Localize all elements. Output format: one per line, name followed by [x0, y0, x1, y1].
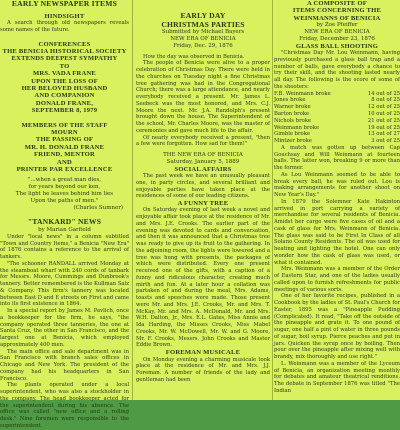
tankard-paragraph: Under "local news" in a column subtitled "Town and Country Items," a Benicia "New Era" of 1876 contains a reference to the arrival of tankers. [0, 233, 129, 261]
hindsight-title: HINDSIGHT [44, 12, 85, 20]
paper-date: Friday, December 23, 1876 [299, 35, 375, 42]
musicale-heading: FOREMAN MUSICALE [165, 349, 241, 357]
shooter-name: Warner broke [274, 104, 311, 111]
article-paragraph: In 1879 the Solemner Kate Hakinton arrived in port carrying a variety of merchandise for several residents of Benicia. Amidst her cargo were five cases of oil and a cask of glass for Mrs. Weinmann of Benicia. The glass was said to be First In Class of all Solano County Residents. The oil was used for heating and lighting the hotel. One can only wonder how the cask of glass was used, or what it contained. [274, 198, 400, 266]
score-row [274, 111, 400, 118]
poem [0, 177, 129, 211]
shooter-name: Mintzer broke [274, 138, 312, 145]
staff-line: FRIEND, MENTOR [34, 151, 95, 159]
poem-line: Upon the paths of men." [30, 197, 99, 204]
shooter-score: 13 out of 27 [367, 131, 400, 138]
shooter-score: 21 out of 25 [367, 117, 400, 124]
article-paragraph: Mrs. Weinmann was a member of the Order of Eastern Star, and one of the ladies usually called upon to furnish refreshments for public meetings of various sorts. [274, 266, 400, 293]
article-paragraph: As Lou Weinmann seemed to be able to break every ball, he was ruled out. Lou is making arrangements for another shoot on New Year's Day." [274, 171, 400, 199]
condolence-line: AND COMPANION [34, 92, 95, 100]
staff-line: MEMBERS OF THE STAFF [21, 121, 108, 129]
condolence-line: EXTENDS DEEPEST SYMPATHY [11, 55, 118, 63]
social-affairs-heading: SOCIAL AFFAIRS [174, 165, 232, 173]
article-paragraph: A match was gotten up between Cap Gouchsay and Will Weinmann at fourteen balls. The latter won, breaking 9 or more than the former. [274, 144, 400, 172]
tankard-paragraph: In a special report by James M. Pavlich, once a bookkeeper for the firm, he says, "the company operated three tanneries, the one at Santa Cruz, the other in San Francisco, and the largest one at Benicia, which employed approximately 400 men. [0, 308, 129, 348]
score-row [274, 125, 400, 132]
score-row [274, 97, 400, 104]
glass-ball-heading: GLASS BALL SHOOTING [295, 42, 379, 50]
submitted-by: Submitted by Michael Bayers [161, 29, 245, 36]
shooter-score: 3 out of 25 [371, 138, 400, 145]
article-title: EARLY DAY [180, 11, 226, 20]
staff-line: AND [57, 158, 72, 166]
column-divider [132, 0, 133, 400]
poem-attribution: (Charles Sumner) [73, 204, 123, 211]
score-row [274, 131, 400, 138]
article-paragraph: The people of Benicia were alive to a proper celebration of Christmas Day. There were held in the churches on Tuesday night a fine Christmas tree gathering was had in the Congregational Church; there was a large attendance, and nearly everybody received a present. Mr. James L. Seebeck was the most honored, and Mrs. C.J. Moore the next. Mr. J.A. Randolph's present brought down the house. The Superintendent of the school, Mr. Charles Moore, was the master of ceremonies and gave much life to the affair. [136, 60, 270, 134]
article-title-line2: CHRISTMAS PARTIES [161, 19, 245, 29]
condolence-line: UPON THE LOSS OF [31, 77, 98, 85]
column-right [274, 0, 400, 400]
shooter-score: 8 out of 25 [371, 97, 400, 104]
staff-line: MOURN [51, 128, 78, 136]
score-row [274, 138, 400, 145]
shooter-score: 12 out of 25 [367, 104, 400, 111]
condolence-line: MRS. VADA FRANE [32, 70, 97, 78]
paper-name: NEW ERA OF BENICIA [170, 35, 236, 42]
paper-name: NEW ERA OF BENICIA [304, 29, 370, 36]
staff-line: THE PASSING OF [35, 136, 94, 144]
hindsight-text: A search through old newspapers reveals some names of the future. [0, 20, 129, 33]
shooter-score: 10 out of 25 [367, 110, 400, 117]
article-paragraph: One of her favorite recipes, published in a Cookbook by the ladies of St. Paul's Church for Easter, 1895 was a "Pineapple Pudding (Complicated). It read, "Take off the outside of the pineapple and grate it. To one pound of sugar, one half a pint of water in three pounds of sugar, boil syrup. Pierce peaches and put in jars. Quicken the syrup once by boiling. Then pour over the pineapple after mixing well with brandy, mix thoroughly and use right." [274, 293, 400, 361]
shooter-name: Nichols broke [274, 117, 312, 124]
shooter-name: Jones broke [274, 97, 306, 104]
funny-tree-heading: A FUNNY TREE [177, 200, 229, 208]
poem-line: "...when a great man dies, [27, 177, 102, 184]
staff-line: MR. H. DONALD FRANE [24, 143, 105, 151]
score-row [274, 118, 400, 125]
column-middle [136, 0, 270, 400]
article-paragraph: On Monday evening a charming musicale took place at the residence of Mr. and Mrs. J.J. Foreman. A number of friends of the lady and gentleman had been [136, 356, 270, 383]
article-paragraph: Of nearly everybody received a present, "then a few were forgotten. How sad for them!" [136, 134, 270, 148]
poem-line: for years beyond our ken, [28, 184, 101, 191]
article-paragraph: L. Weinmann was a member of the Lyceum of Benicia, an organization meeting monthly for debates and amateur theatrical renditions. The debate in September 1876 was titled "The Indian [274, 360, 400, 394]
tankard-byline: by Marian Garfield [38, 226, 91, 233]
condolence-line: SEPTEMBER 8, 1979 [31, 107, 98, 115]
shooter-name: Gimble broke [274, 131, 310, 138]
condolence-line: CONFERENCES [38, 40, 91, 48]
composite-title-line: ITEMS CONCERNING THE [292, 7, 382, 15]
poem-line: The light he leaves behind him lies [15, 191, 114, 197]
tankard-title: "TANKARD" NEWS [27, 217, 102, 227]
paper-name: THE NEW ERA OF BENICIA [163, 152, 243, 159]
condolence-line: THE BENICIA HISTORICAL SOCIETY [2, 47, 127, 55]
article-paragraph: On Saturday evening of last week a novel and enjoyable affair took place at the residence of Mr. and Mrs. J.E. Crooks. The earlier part of the evening was devoted to cards and conversation, and then it was announced that a Christmas tree was ready to give up its fruit to the gathering. In the adjoining room, the lights were lowered and a tree was hung with presents, the packages of which were distributed. Every one present received one of the gifts, with a caption of a funny and ridiculous character, creating much mirth and fun. At a later hour a collation was partaken of and during the meal, Mrs. Adams, toasts and speeches were made. Those present were Mr. and Mrs. J.E. Crooks, Mr. and Mrs. T. McKay, Mr. and Mrs. A. McDonald, Mr. and Mrs. W.H. Dalton, Jr., Mrs. E.L. Gates, Miss Annie and Ida Harding, the Misses Crooks, Miss Mabel Crooks, Mr. W. McDowell, Mr. W. and G. Moore, Mr. F. Crooks, Messrs. John Crooks and Master Eddie Brown. [136, 207, 270, 349]
staff-notice [0, 122, 129, 174]
composite-byline: by Zoe Pfeiffer [316, 22, 358, 29]
column-header: EARLY NEWSPAPER ITEMS [11, 0, 118, 8]
condolence-line: DONALD FRANE, [35, 99, 94, 107]
shooter-name: Weinmann broke [274, 124, 319, 131]
article-paragraph: "Christmas Day Mr. Lou Weinmann, having previously purchased a glass ball trap and a number of balls, gave everybody a chance to try their skill, and the shooting lasted nearly all day. The following is the score of some of the shooters: [274, 50, 400, 90]
column-divider [272, 0, 273, 400]
tankard-paragraph: "The schooner RANDALL arrived Monday at the steamboat wharf with 240 cords of tanbark for Messrs. Moore, Cummings and Dunbrook's tannery. Better remembered is the Kullman Salz & Company. This firm's tannery was located between East D and E streets on First and came into its first existence in 1864. [0, 260, 129, 308]
shooter-score: 14 out of 25 [367, 90, 400, 97]
tankard-paragraph: The plants operated under a local superintendent, who was also a stockholder in the company. The head bookkeeper acted for the superintendent during his absence. The office was called "new office and a rolling desk." Nine foremen were responsible to the superintendent. [0, 382, 129, 429]
paper-date: Friday, Dec. 29, 1876 [173, 42, 233, 49]
score-row [274, 104, 400, 111]
shooter-score: 19 out of 25 [367, 124, 400, 131]
condolence-line: TO [59, 62, 70, 70]
shooter-name: F.B. Weinmann broke [274, 90, 331, 97]
score-list [274, 91, 400, 145]
article-paragraph: How the day was observed in Benicia. [143, 53, 245, 60]
staff-line: PRINTER PAR EXCELLENCE [16, 166, 113, 173]
column-left [0, 0, 129, 429]
shooter-name: Barton broke [274, 110, 310, 117]
score-row [274, 91, 400, 98]
condolence-line: HER BELOVED HUSBAND [21, 84, 108, 92]
paper-date: Saturday, January 5, 1889 [166, 158, 240, 165]
article-paragraph: The past week we have an unusually pleasant one, in party circles, and several brilliant and enjoyable parties have taken place at the residences of some of our leading citizens. [136, 173, 270, 200]
tankard-paragraph: The main office and sale department was in San Francisco with branch sales offices in Chicago and New York. The president of the company had his headquarters in San Francisco. [0, 348, 129, 382]
condolence-notice [0, 41, 129, 115]
composite-title-line: WEINMANNS OF BENICIA [293, 14, 381, 22]
composite-title-line: A COMPOSITE OF [307, 0, 367, 7]
